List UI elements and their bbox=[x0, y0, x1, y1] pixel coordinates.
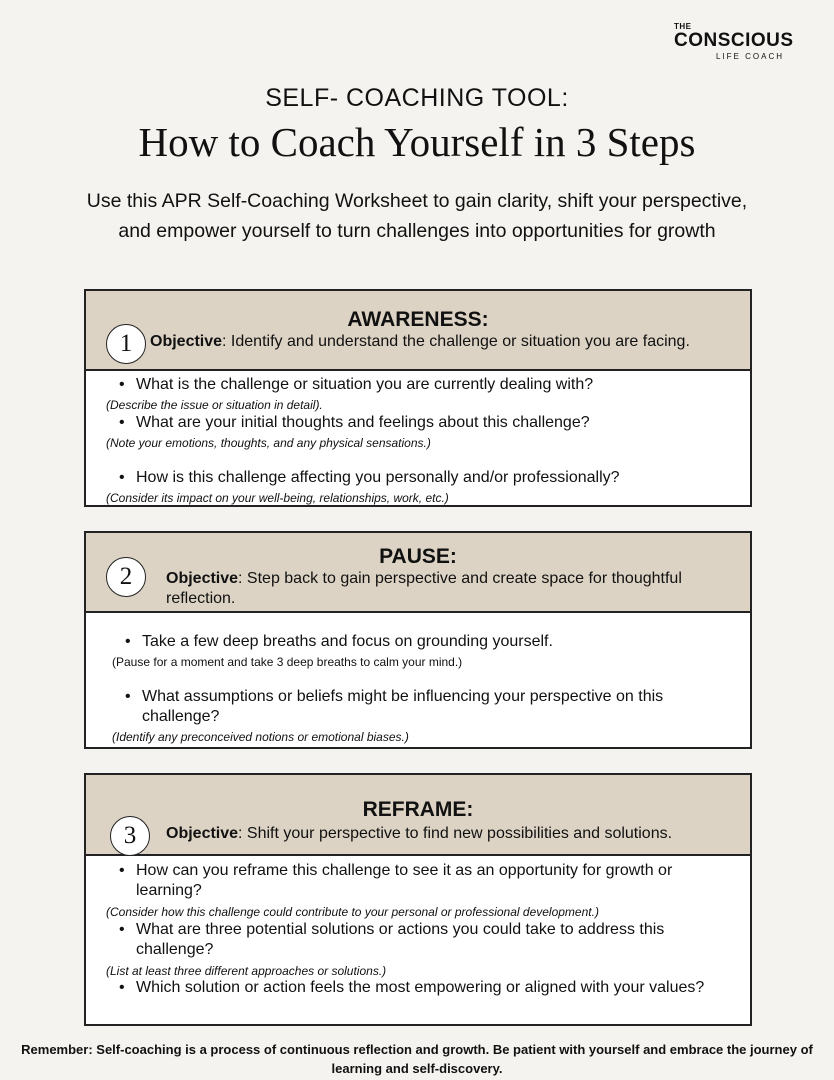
bullet-dot: • bbox=[119, 414, 125, 431]
question-text: What is the challenge or situation you are currently dealing with? bbox=[136, 376, 594, 393]
list-item bbox=[119, 375, 736, 395]
bullet-dot: • bbox=[125, 633, 131, 650]
list-item bbox=[119, 861, 716, 901]
bullet-dot: • bbox=[119, 469, 125, 486]
bullet-dot: • bbox=[125, 688, 131, 705]
question-text: What assumptions or beliefs might be influencing your perspective on this challenge? bbox=[142, 688, 664, 725]
step-number-badge: 2 bbox=[106, 557, 146, 597]
bullet-dot: • bbox=[119, 921, 125, 938]
objective-text: : Identify and understand the challenge or situation you are facing. bbox=[222, 333, 690, 350]
list-item bbox=[119, 413, 736, 433]
question-text: How is this challenge affecting you personally and/or professionally? bbox=[136, 469, 620, 486]
reframe-objective bbox=[166, 824, 736, 844]
logo-the: THE bbox=[674, 22, 692, 31]
pause-title: PAUSE: bbox=[379, 545, 457, 568]
question-note: (Identify any preconceived notions or emotional biases.) bbox=[112, 730, 409, 744]
reframe-title: REFRAME: bbox=[362, 798, 474, 821]
list-item bbox=[125, 687, 722, 727]
intro-paragraph: Use this APR Self-Coaching Worksheet to gain clarity, shift your perspective, and empower yourself to turn challenges into opportunities for growth bbox=[86, 190, 748, 242]
question-note: (Note your emotions, thoughts, and any physical sensations.) bbox=[106, 436, 431, 450]
list-item bbox=[119, 468, 736, 488]
brand-logo bbox=[672, 22, 814, 62]
question-text: Take a few deep breaths and focus on grounding yourself. bbox=[142, 633, 553, 650]
bullet-dot: • bbox=[119, 862, 125, 879]
awareness-title: AWARENESS: bbox=[347, 308, 489, 331]
question-note: (Consider how this challenge could contribute to your personal or professional development.) bbox=[106, 905, 599, 919]
bullet-dot: • bbox=[119, 979, 125, 996]
question-note: (Describe the issue or situation in detail). bbox=[106, 398, 323, 412]
awareness-objective bbox=[150, 332, 740, 352]
reframe-section bbox=[84, 773, 752, 1026]
pause-section bbox=[84, 531, 752, 749]
reframe-header bbox=[86, 775, 750, 856]
page-title: How to Coach Yourself in 3 Steps bbox=[138, 119, 696, 165]
logo-life-coach: LIFE COACH bbox=[716, 52, 785, 61]
page-subtitle: SELF- COACHING TOOL: bbox=[265, 84, 569, 112]
question-text: Which solution or action feels the most empowering or aligned with your values? bbox=[136, 979, 705, 996]
bullet-dot: • bbox=[119, 376, 125, 393]
logo-conscious: CONSCIOUS bbox=[674, 30, 794, 51]
awareness-header bbox=[86, 291, 750, 371]
list-item bbox=[119, 978, 716, 998]
step-number-badge: 1 bbox=[106, 324, 146, 364]
question-text: What are your initial thoughts and feelings about this challenge? bbox=[136, 414, 590, 431]
pause-header bbox=[86, 533, 750, 613]
pause-objective bbox=[166, 569, 736, 609]
objective-text: : Step back to gain perspective and create space for thoughtful reflection. bbox=[166, 570, 682, 607]
objective-text: : Shift your perspective to find new possibilities and solutions. bbox=[238, 825, 673, 842]
question-note: (Pause for a moment and take 3 deep breaths to calm your mind.) bbox=[112, 655, 463, 669]
awareness-section bbox=[84, 289, 752, 507]
question-note: (List at least three different approaches or solutions.) bbox=[106, 964, 387, 978]
question-text: How can you reframe this challenge to see it as an opportunity for growth or learning? bbox=[136, 862, 673, 899]
footer-reminder: Remember: Self-coaching is a process of continuous reflection and growth. Be patient with yourself and embrace the journey of learning and self-discovery. bbox=[21, 1042, 813, 1076]
list-item bbox=[125, 632, 732, 652]
objective-label: Objective bbox=[166, 825, 239, 842]
question-text: What are three potential solutions or actions you could take to address this challenge? bbox=[136, 921, 665, 958]
list-item bbox=[119, 920, 716, 960]
step-number-badge: 3 bbox=[110, 816, 150, 856]
objective-label: Objective bbox=[166, 570, 239, 587]
objective-label: Objective bbox=[150, 333, 223, 350]
question-note: (Consider its impact on your well-being, relationships, work, etc.) bbox=[106, 491, 449, 505]
